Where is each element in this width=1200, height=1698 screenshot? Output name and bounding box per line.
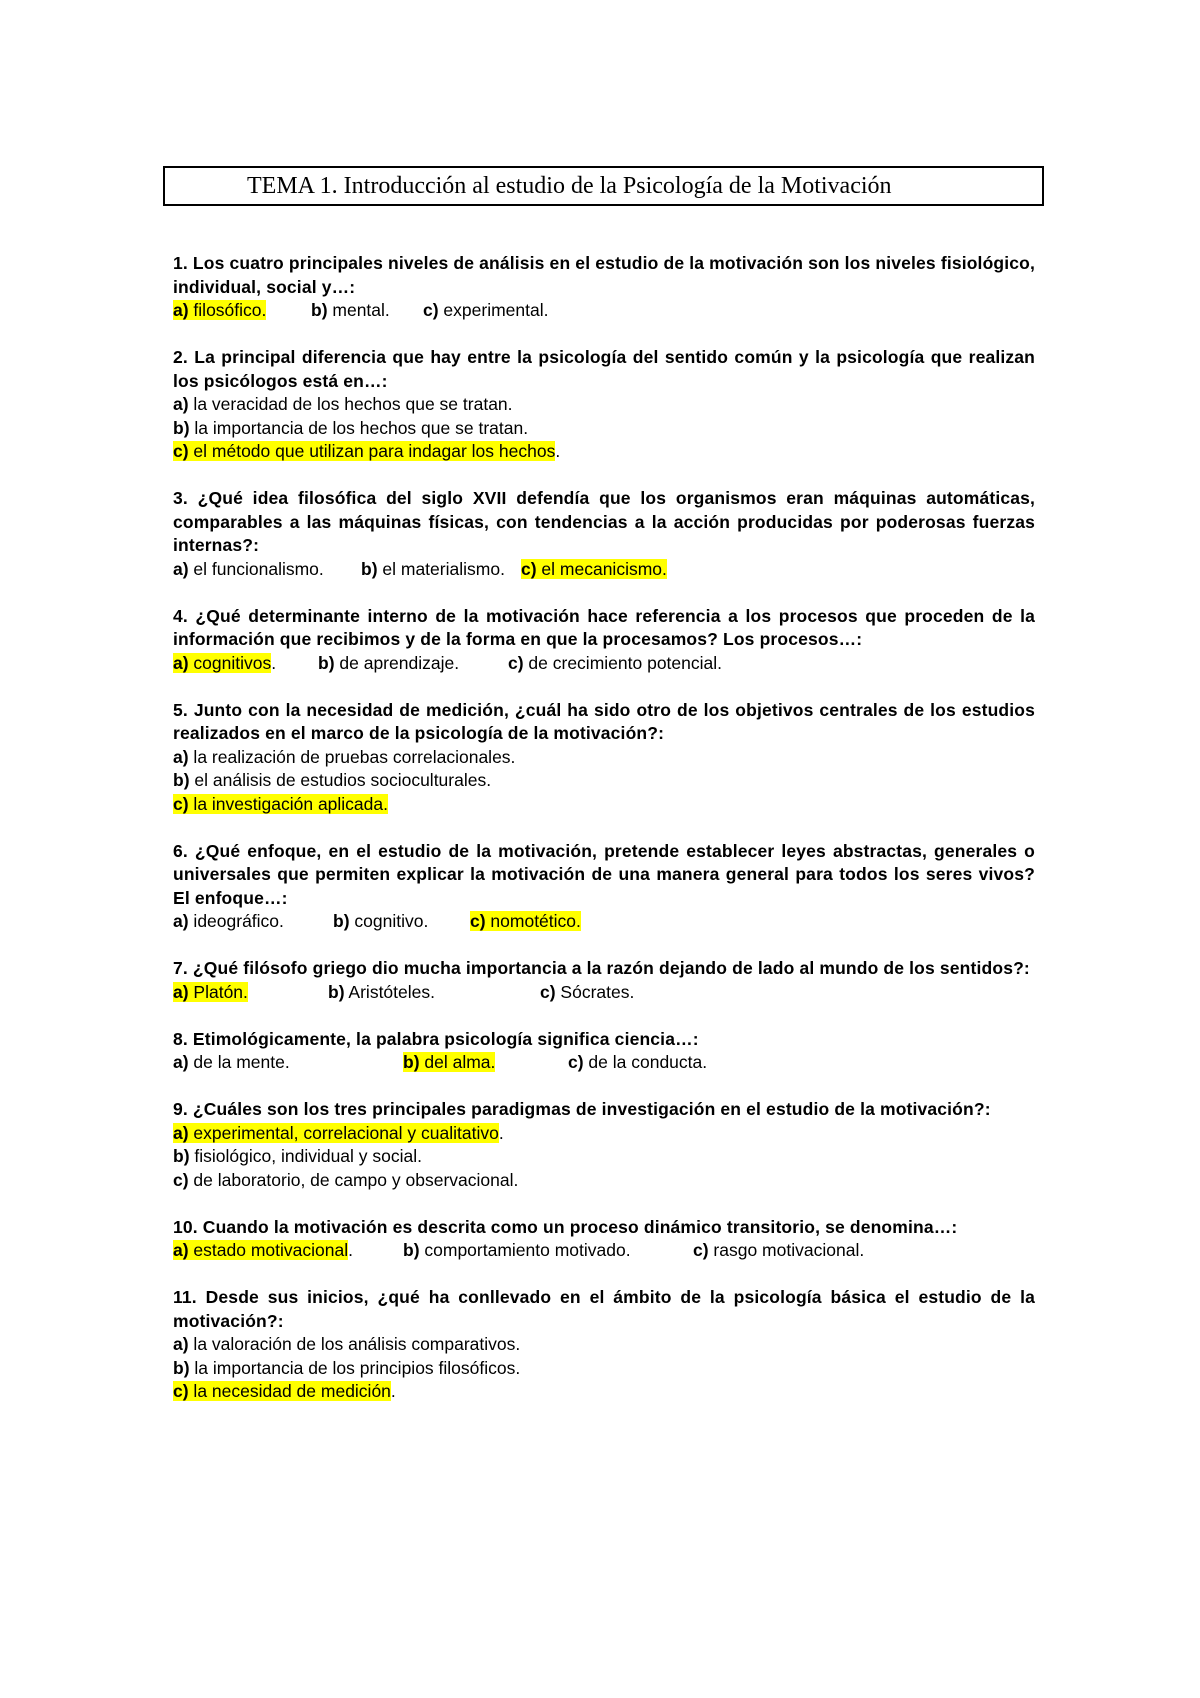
option-letter: a): [173, 652, 189, 673]
option-text: cognitivo.: [349, 911, 429, 931]
option-letter: c): [508, 652, 524, 673]
option-text: el funcionalismo.: [188, 558, 324, 579]
option-a: [173, 1122, 1035, 1146]
answer-options: [173, 652, 1035, 676]
option-a: [173, 1333, 1035, 1357]
answer-options: [173, 1051, 1035, 1075]
question-8: [173, 1028, 1035, 1075]
option-c: [540, 981, 634, 1005]
option-text: Platón.: [188, 981, 248, 1002]
option-letter: a): [173, 394, 189, 414]
option-letter: b): [173, 770, 190, 790]
option-letter: a): [173, 1240, 189, 1260]
correct-answer-highlight: [173, 300, 266, 320]
answer-options: [173, 981, 1035, 1005]
option-text: Sócrates.: [555, 981, 635, 1002]
option-a: [173, 981, 328, 1005]
question-9: [173, 1098, 1035, 1192]
option-body: [173, 1358, 520, 1378]
question-stem: 3. ¿Qué idea filosófica del siglo XVII defendía que los organismos eran máquinas automáticas, comparables a las máquinas físicas, con tendencias a la acción producidas por poderosas fuerzas internas?:: [173, 488, 1035, 555]
option-letter: c): [693, 1240, 709, 1260]
option-c: [423, 299, 548, 323]
option-body: [173, 911, 284, 931]
option-letter: c): [540, 981, 556, 1002]
correct-answer-highlight: [403, 1052, 495, 1072]
option-c: [173, 1380, 1035, 1404]
option-a: [173, 910, 333, 934]
option-text: la investigación aplicada.: [188, 793, 388, 814]
answer-options: [173, 1122, 1035, 1193]
option-letter: a): [173, 746, 189, 767]
option-letter: a): [173, 911, 189, 931]
option-body: [173, 1170, 518, 1190]
option-letter: c): [568, 1052, 584, 1072]
question-11: [173, 1286, 1035, 1404]
option-letter: c): [470, 911, 486, 931]
option-letter: a): [173, 300, 189, 320]
option-b: [361, 558, 521, 582]
question-list: [173, 252, 1035, 1427]
page-title: TEMA 1. Introducción al estudio de la Psicología de la Motivación: [163, 166, 1044, 206]
option-text: la necesidad de medición: [188, 1381, 391, 1401]
option-letter: b): [328, 981, 345, 1002]
answer-options: [173, 558, 1035, 582]
option-letter: a): [173, 1052, 189, 1072]
question-5: [173, 699, 1035, 817]
answer-options: [173, 1239, 1035, 1263]
option-b: [403, 1239, 693, 1263]
option-text: nomotético.: [485, 911, 581, 931]
option-b: [173, 1145, 1035, 1169]
option-text: la importancia de los principios filosóficos.: [189, 1357, 521, 1378]
option-body: [173, 394, 513, 414]
option-body: [173, 418, 528, 438]
option-letter: b): [333, 911, 350, 931]
option-body: [508, 653, 722, 673]
option-body: [361, 559, 505, 579]
option-text: comportamiento motivado.: [419, 1240, 631, 1260]
question-stem: 5. Junto con la necesidad de medición, ¿cuál ha sido otro de los objetivos centrales de los estudios realizados en el marco de la psicología de la motivación?:: [173, 699, 1035, 743]
option-b: [173, 1357, 1035, 1381]
question-4: [173, 605, 1035, 676]
option-letter: b): [403, 1052, 420, 1072]
correct-answer-highlight: [470, 911, 581, 931]
option-text: fisiológico, individual y social.: [189, 1146, 423, 1166]
option-text: mental.: [327, 300, 390, 320]
option-body: [173, 1334, 520, 1354]
option-text: Aristóteles.: [344, 981, 435, 1002]
option-body: [318, 653, 459, 673]
option-a: [173, 299, 311, 323]
option-text: experimental.: [438, 300, 549, 320]
option-a: [173, 393, 1035, 417]
question-stem: 7. ¿Qué filósofo griego dio mucha importancia a la razón dejando de lado al mundo de los sentidos?:: [173, 958, 1030, 978]
question-stem: 1. Los cuatro principales niveles de análisis en el estudio de la motivación son los niveles fisiológico, individual, social y…:: [173, 253, 1035, 297]
question-stem: 9. ¿Cuáles son los tres principales paradigmas de investigación en el estudio de la motivación?:: [173, 1099, 991, 1119]
option-letter: b): [173, 1357, 190, 1378]
option-text: cognitivos: [188, 652, 272, 673]
option-b: [311, 299, 423, 323]
option-b: [333, 910, 470, 934]
option-letter: b): [318, 652, 335, 673]
option-c: [173, 793, 1035, 817]
option-text: ideográfico.: [188, 911, 284, 931]
correct-answer-highlight: [173, 982, 248, 1002]
answer-options: [173, 299, 1035, 323]
option-b: [328, 981, 540, 1005]
option-a: [173, 652, 318, 676]
correct-answer-highlight: [173, 653, 271, 673]
option-text: el análisis de estudios socioculturales.: [189, 770, 492, 790]
option-letter: c): [173, 1169, 189, 1190]
option-letter: c): [521, 558, 537, 579]
question-stem: 8. Etimológicamente, la palabra psicología significa ciencia…:: [173, 1028, 699, 1049]
option-trailing-punctuation: .: [271, 652, 277, 673]
option-text: de laboratorio, de campo y observacional.: [188, 1169, 519, 1190]
correct-answer-highlight: [173, 1123, 499, 1143]
correct-answer-highlight: [173, 441, 555, 461]
option-text: el mecanicismo.: [536, 558, 667, 579]
option-text: estado motivacional: [188, 1240, 349, 1260]
option-text: filosófico.: [188, 300, 267, 320]
option-letter: b): [361, 558, 378, 579]
option-c: [568, 1051, 707, 1075]
option-body: [173, 559, 324, 579]
option-text: de crecimiento potencial.: [523, 652, 723, 673]
option-c: [173, 440, 1035, 464]
option-text: la valoración de los análisis comparativos.: [188, 1334, 521, 1354]
option-c: [508, 652, 722, 676]
option-body: [328, 982, 435, 1002]
correct-answer-highlight: [173, 794, 388, 814]
option-text: experimental, correlacional y cualitativo: [188, 1122, 499, 1143]
option-letter: b): [173, 1146, 190, 1166]
correct-answer-highlight: [521, 559, 667, 579]
option-body: [423, 300, 548, 320]
answer-options: [173, 910, 1035, 934]
option-text: de la mente.: [188, 1052, 290, 1072]
question-stem: 10. Cuando la motivación es descrita como un proceso dinámico transitorio, se denomina…:: [173, 1216, 958, 1237]
answer-options: [173, 1333, 1035, 1404]
option-body: [333, 911, 428, 931]
option-b: [403, 1051, 568, 1075]
option-letter: c): [423, 300, 439, 320]
option-trailing-punctuation: .: [390, 1381, 396, 1401]
option-c: [521, 558, 667, 582]
option-letter: a): [173, 1334, 189, 1354]
option-letter: a): [173, 558, 189, 579]
option-letter: a): [173, 981, 189, 1002]
option-text: rasgo motivacional.: [708, 1240, 865, 1260]
option-body: [173, 1146, 422, 1166]
option-text: la importancia de los hechos que se tratan.: [189, 417, 529, 438]
option-b: [173, 417, 1035, 441]
option-letter: a): [173, 1122, 189, 1143]
option-body: [173, 747, 515, 767]
question-stem: 6. ¿Qué enfoque, en el estudio de la motivación, pretende establecer leyes abstractas, generales o universales que permiten explicar la motivación de una manera general para todos los seres vivos? El enfoque…:: [173, 840, 1035, 908]
answer-options: [173, 746, 1035, 817]
question-7: [173, 957, 1035, 1004]
option-trailing-punctuation: .: [348, 1240, 353, 1260]
option-trailing-punctuation: .: [498, 1122, 504, 1143]
option-body: [568, 1052, 707, 1072]
question-10: [173, 1216, 1035, 1263]
correct-answer-highlight: [173, 1381, 391, 1401]
option-a: [173, 558, 361, 582]
option-letter: b): [311, 300, 328, 320]
option-text: la veracidad de los hechos que se tratan.: [188, 394, 513, 414]
option-text: el materialismo.: [377, 558, 505, 579]
question-3: [173, 487, 1035, 581]
question-1: [173, 252, 1035, 323]
option-text: de la conducta.: [583, 1052, 708, 1072]
option-body: [403, 1240, 631, 1260]
option-letter: b): [173, 417, 190, 438]
option-text: el método que utilizan para indagar los hechos: [188, 441, 556, 461]
option-body: [540, 982, 634, 1002]
option-letter: c): [173, 1381, 189, 1401]
option-text: de aprendizaje.: [334, 652, 460, 673]
option-letter: b): [403, 1240, 420, 1260]
option-trailing-punctuation: .: [555, 441, 561, 461]
option-body: [173, 1052, 290, 1072]
answer-options: [173, 393, 1035, 464]
question-stem: 4. ¿Qué determinante interno de la motivación hace referencia a los procesos que proceden de la información que recibimos y de la forma en que la procesamos? Los procesos…:: [173, 605, 1035, 649]
option-c: [470, 910, 581, 934]
option-b: [173, 769, 1035, 793]
question-stem: 11. Desde sus inicios, ¿qué ha conllevado en el ámbito de la psicología básica el estudio de la motivación?:: [173, 1287, 1035, 1331]
correct-answer-highlight: [173, 1240, 348, 1260]
option-c: [693, 1239, 864, 1263]
question-stem: 2. La principal diferencia que hay entre la psicología del sentido común y la psicología que realizan los psicólogos está en…:: [173, 347, 1035, 391]
option-b: [318, 652, 508, 676]
question-2: [173, 346, 1035, 464]
option-text: del alma.: [419, 1052, 496, 1072]
option-body: [693, 1240, 864, 1260]
option-a: [173, 1051, 403, 1075]
option-body: [311, 300, 390, 320]
option-body: [173, 770, 491, 790]
option-letter: c): [173, 793, 189, 814]
option-c: [173, 1169, 1035, 1193]
option-letter: c): [173, 441, 189, 461]
option-a: [173, 746, 1035, 770]
option-a: [173, 1239, 403, 1263]
option-text: la realización de pruebas correlacionales.: [188, 746, 516, 767]
question-6: [173, 840, 1035, 934]
